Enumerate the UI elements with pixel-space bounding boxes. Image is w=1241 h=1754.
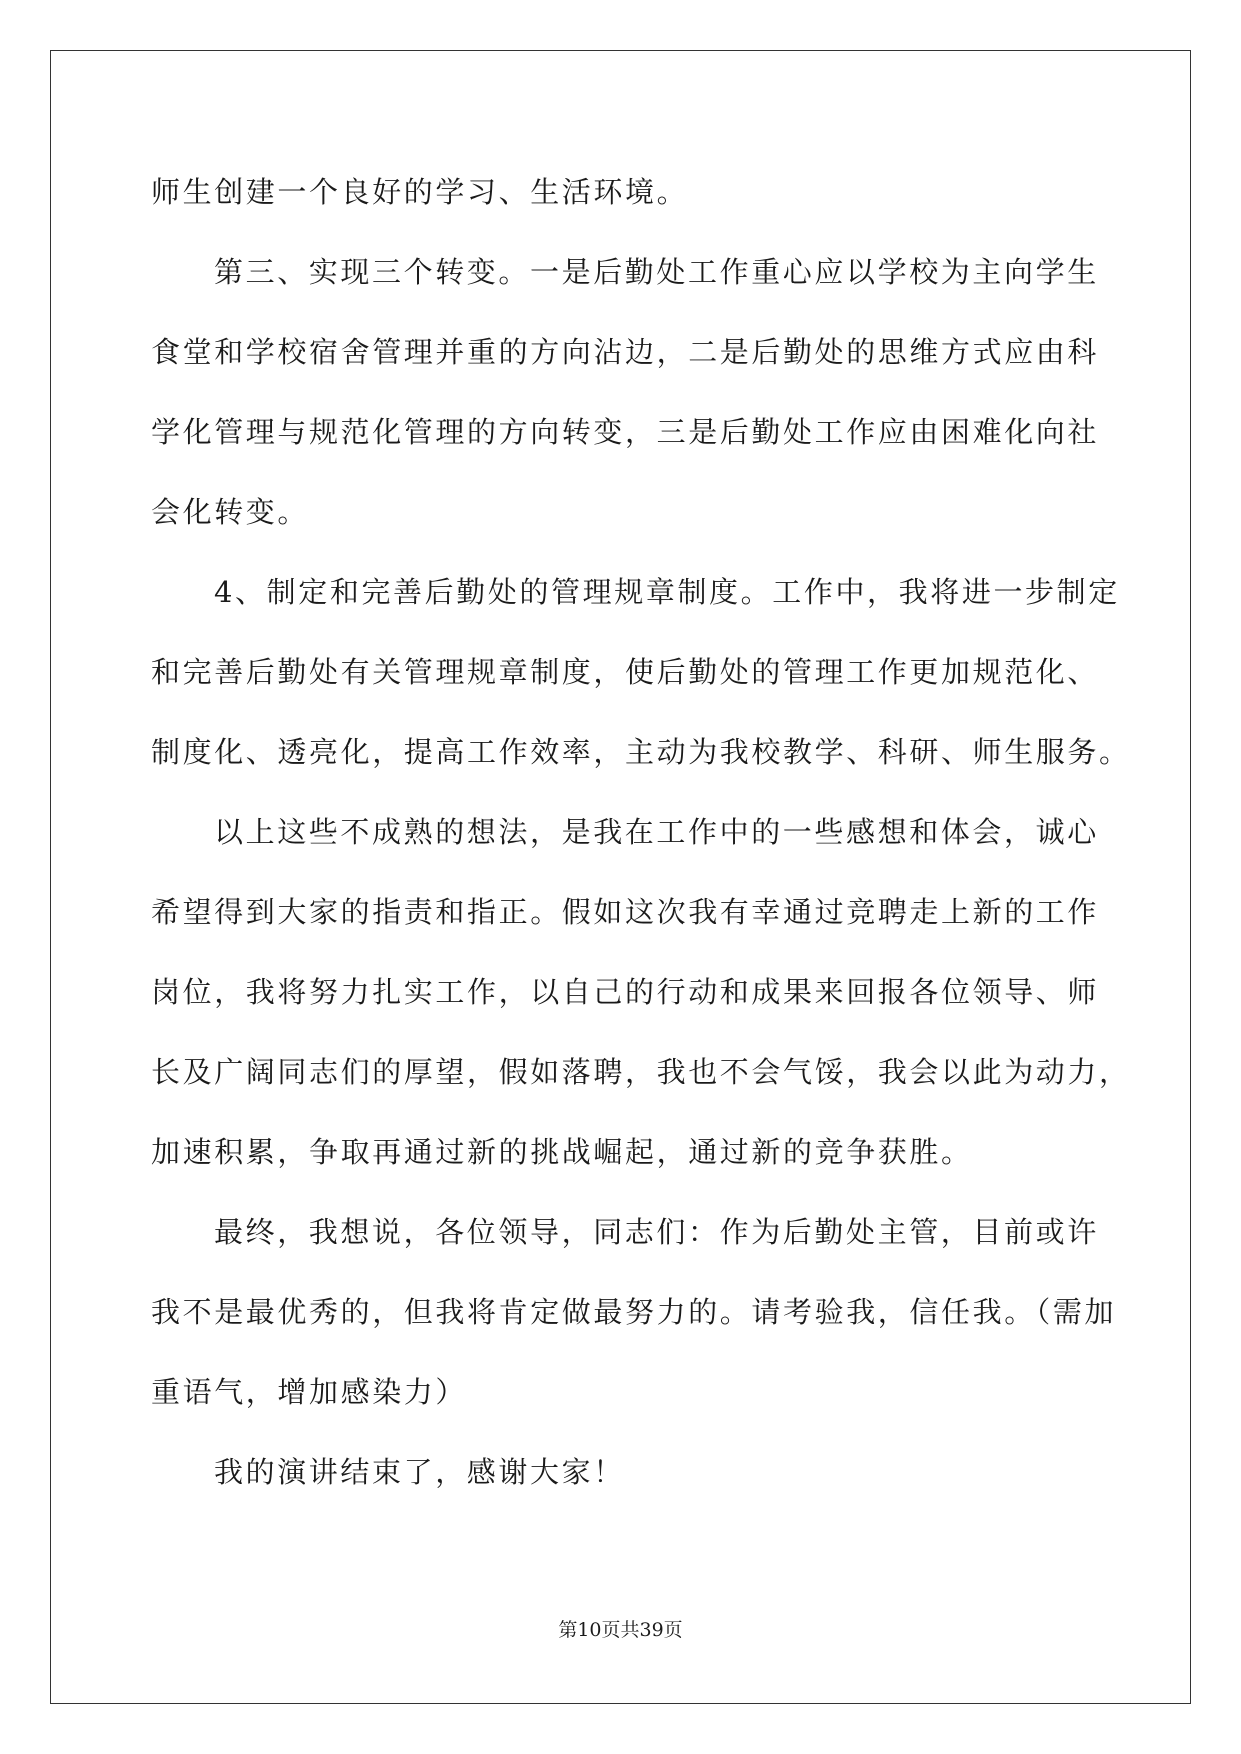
page-total: 共39页	[620, 1619, 683, 1641]
text-line: 和完善后勤处有关管理规章制度，使后勤处的管理工作更加规范化、	[151, 655, 1100, 689]
text-line: 最终，我想说，各位领导，同志们：作为后勤处主管，目前或许	[214, 1215, 1099, 1249]
page-number-footer	[0, 1618, 1241, 1642]
text-line: 长及广阔同志们的厚望，假如落聘，我也不会气馁，我会以此为动力，	[151, 1055, 1131, 1089]
text-line: 师生创建一个良好的学习、生活环境。	[151, 175, 689, 209]
text-line: 重语气，增加感染力）	[151, 1375, 468, 1409]
text-line: 第三、实现三个转变。一是后勤处工作重心应以学校为主向学生	[214, 255, 1099, 289]
text-line: 会化转变。	[151, 495, 310, 529]
text-line: 制度化、透亮化，提高工作效率，主动为我校教学、科研、师生服务。	[151, 735, 1131, 769]
text-line: 食堂和学校宿舍管理并重的方向沾边，二是后勤处的思维方式应由科	[151, 335, 1100, 369]
text-line: 岗位，我将努力扎实工作，以自己的行动和成果来回报各位领导、师	[151, 975, 1100, 1009]
text-line: 我不是最优秀的，但我将肯定做最努力的。请考验我，信任我。（需加	[151, 1295, 1117, 1329]
text-line: 以上这些不成熟的想法，是我在工作中的一些感想和体会，诚心	[214, 815, 1099, 849]
page-current: 第10页	[558, 1619, 621, 1641]
text-line: 希望得到大家的指责和指正。假如这次我有幸通过竞聘走上新的工作	[151, 895, 1100, 929]
text-line: 4、制定和完善后勤处的管理规章制度。工作中，我将进一步制定	[214, 575, 1120, 609]
text-line: 学化管理与规范化管理的方向转变，三是后勤处工作应由困难化向社	[151, 415, 1100, 449]
text-line: 加速积累，争取再通过新的挑战崛起，通过新的竞争获胜。	[151, 1135, 973, 1169]
text-line: 我的演讲结束了，感谢大家！	[214, 1455, 625, 1489]
